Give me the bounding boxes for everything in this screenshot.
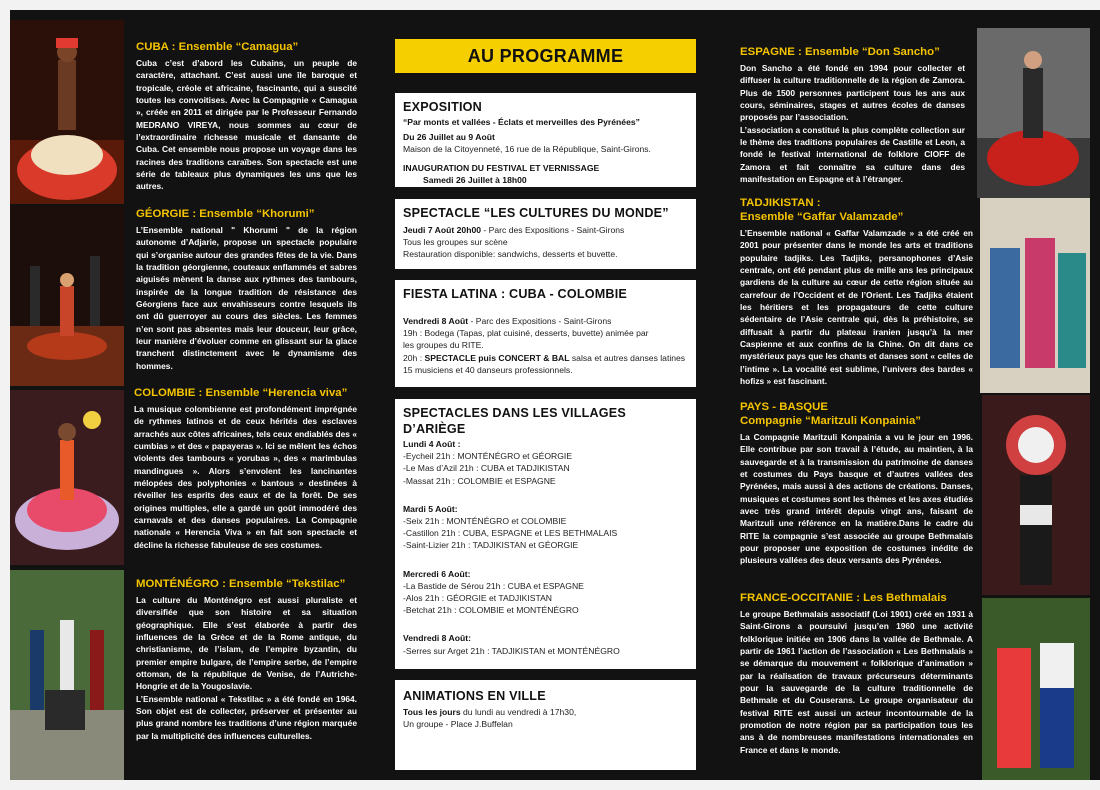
- animations-line2: Un groupe - Place J.Buffelan: [403, 719, 513, 730]
- colombie-title: COLOMBIE : Ensemble “Herencia viva”: [134, 387, 348, 399]
- georgie-text: L’Ensemble national " Khorumi " de la région autonome d’Adjarie, propose un spectacle populaire qui s’organise autour des grandes fêtes de la vie. Dans la tradition géorgienne, couteaux enflammés et sabres aiguisés mènent la danse aux rythmes des tambours, inspirée de la longue tradition de résistance des Géorgiens face aux envahisseurs contre lesquels ils ont dû guerroyer au cours des siècles. Les femmes n’en sont pas absentes mais leur douceur, leur grâce, leur manière d’évoluer comme en glissant sur la glace tranchent distinctement avec le dynamisme des hommes.: [136, 225, 357, 371]
- photo-spain-dancer: [977, 28, 1090, 198]
- animations-line1: [403, 706, 688, 718]
- villages-title: SPECTACLES DANS LES VILLAGES D’ARIÈGE: [403, 406, 626, 436]
- fiesta-title: FIESTA LATINA : CUBA - COLOMBIE: [403, 287, 628, 301]
- basque-title-2: Compagnie “Maritzuli Konpainia”: [740, 415, 921, 427]
- fiesta-line3: les groupes du RITE.: [403, 340, 484, 351]
- page-top-edge: [0, 0, 1100, 10]
- villages-entry: -Serres sur Arget 21h : TADJIKISTAN et MONTÉNÉGRO: [403, 645, 620, 656]
- box-villages: [395, 399, 696, 669]
- villages-day: Vendredi 8 Août:: [403, 633, 471, 644]
- cultures-date-line: [403, 224, 688, 236]
- villages-entry: -La Bastide de Sérou 21h : CUBA et ESPAGNE: [403, 580, 584, 591]
- animations-time: du lundi au vendredi à 17h30,: [460, 707, 577, 717]
- program-banner: AU PROGRAMME: [395, 39, 696, 73]
- photo-basque-costume: [982, 395, 1090, 595]
- fiesta-line4-show: SPECTACLE puis CONCERT & BAL: [424, 352, 570, 363]
- exposition-inauguration-date: Samedi 26 Juillet à 18h00: [423, 174, 527, 185]
- animations-bold: Tous les jours: [403, 707, 461, 717]
- espagne-text-2: L’association a constitué la plus complète collection sur le thème des traditions populaires de Castille et Leon, a fondé le festival international de folklore CIOFF de Zamora et fait connaître sa culture dans des manifestation en Espagne et à l’étranger.: [740, 124, 965, 185]
- animations-title: ANIMATIONS EN VILLE: [403, 689, 546, 703]
- section-montenegro: [136, 577, 357, 742]
- cultures-line2: Tous les groupes sur scène: [403, 237, 508, 248]
- photo-tajik-dancers: [980, 198, 1090, 393]
- section-espagne: [740, 45, 965, 185]
- section-occitanie: [740, 591, 973, 756]
- fiesta-line4-rest: salsa et autres danses latines: [569, 352, 686, 363]
- tadjikistan-title: [740, 196, 973, 224]
- fiesta-date-line: [403, 315, 688, 327]
- exposition-place: Maison de la Citoyenneté, 16 rue de la République, Saint-Girons.: [403, 144, 651, 155]
- exposition-title: EXPOSITION: [403, 100, 482, 114]
- occitanie-title: FRANCE-OCCITANIE : Les Bethmalais: [740, 592, 947, 604]
- section-pays-basque: [740, 400, 973, 567]
- fiesta-place: - Parc des Expositions - Saint-Girons: [468, 316, 612, 326]
- villages-schedule: [403, 438, 688, 657]
- box-cultures-du-monde: [395, 199, 696, 269]
- espagne-title: ESPAGNE : Ensemble “Don Sancho”: [740, 46, 940, 58]
- villages-entry: -Betchat 21h : COLOMBIE et MONTÉNÉGRO: [403, 605, 579, 616]
- tadjikistan-title-2: Ensemble “Gaffar Valamzade”: [740, 211, 904, 223]
- basque-title-1: PAYS - BASQUE: [740, 401, 828, 413]
- cultures-line3: Restauration disponible: sandwichs, desserts et buvette.: [403, 249, 618, 260]
- cultures-place: - Parc des Expositions - Saint-Girons: [481, 225, 625, 235]
- basque-title: [740, 400, 973, 428]
- fiesta-line5: 15 musiciens et 40 danseurs professionnels.: [403, 364, 573, 375]
- tadjikistan-text: L’Ensemble national « Gaffar Valamzade » a été créé en 2001 pour présenter dans le monde les arts et traditions populaire tadjiks. Les Tadjiks, persanophones d’Asie centrale, ont été pendant plus de mille ans les principaux gardiens de la culture au cœur de cette région située au carrefour de l’Occident et de l’Orient. Les Tadjiks étaient les héritiers et les propagateurs de cette culture sédentaire de l’Asie centrale qui, dès la préhistoire, se diffusait à partir du plateau iranien jusqu’à la mer Caspienne et aux confins de la Chine. On dit dans ce mystérieux pays que les chants et danses sont « celles de l’intime ». La vocalité est sublime, l’univers des bardes « hofizs » est fascinant.: [740, 228, 973, 387]
- colombie-text: La musique colombienne est profondément imprégnée de rythmes latinos et de ceux hérités des esclaves arrachés aux côtes africaines, tels ceux endiablés des « cumbias » et des « papayeras ». Ici se mêlent les échos violents des tambours « yorubas », des « marimbulas mandingues ». Alors s’envolent les lancinantes mélopées des polyphonies « bantous » destinées à réveiller les esprits des eaux et de la forêt. De ses origines multiples, elle a gardé un goût immodéré des carnavals et des danses populaires. La Compagnie nationale « Herencia Viva » en fait son spectacle et décline la richesse fabuleuse de ses costumes.: [134, 404, 357, 550]
- espagne-text-1: Don Sancho a été fondé en 1994 pour collecter et diffuser la culture traditionnelle de la région de Zamora. Plus de 1500 personnes participent tous les ans aux cours, séminaires, stages et autres écoles de danses proposés par l’association.: [740, 63, 965, 123]
- photo-georgia-dancers: [10, 206, 124, 386]
- georgie-title: GÉORGIE : Ensemble “Khorumi”: [136, 208, 315, 220]
- fiesta-date: Vendredi 8 Août: [403, 316, 469, 326]
- section-colombie: [134, 386, 357, 551]
- box-fiesta-latina: [395, 280, 696, 387]
- villages-day: Mardi 5 Août:: [403, 503, 458, 514]
- cuba-text: Cuba c’est d’abord les Cubains, un peuple de caractère, attachant. C’est aussi une île baroque et tropicale, créole et africaine, fascinante, qui a suscité toutes les convoitises. Avec la Compagnie « Camagua », créée en 2011 et dirigée par le Professeur Fernando MEDRANO VIREYA, nous sommes au cœur de l’extraordinaire richesse musicale et dansante de Cuba. Cet ensemble nous propose un voyage dans les racines des traditions caraïbes. Son spectacle est une série de tableaux plus dynamiques les uns que les autres.: [136, 58, 357, 192]
- montenegro-text-2: L’Ensemble national « Tekstilac » a été fondé en 1964. Son objet est de collecter, préserver et présenter au plus grand nombre les traditions d’une région marquée par la multiplicité des influences culturelles.: [136, 693, 357, 741]
- page-bottom-edge: [0, 780, 1100, 790]
- basque-text: La Compagnie Maritzuli Konpainia a vu le jour en 1996. Elle contribue par son travail à l’étude, au maintien, à la sauvegarde et à la transmission du patrimoine de danses et costumes du Pays basque et d’autres vallées des Pyrénées, mais aussi à des actions de créations. Danses, musiques et costumes sont les thèmes et les axes étudiés avec très grand intérêt depuis vingt ans, faisant de Maritzuli une référence en la matière.Dans le cadre du RITE la compagnie s’est associée au groupe Bethmalais pour proposer une exposition de costumes inédite de plusieurs vallées des deux versants des Pyrénées.: [740, 432, 973, 566]
- photo-colombia-dancer: [10, 390, 124, 565]
- section-cuba: [136, 40, 357, 193]
- exposition-subtitle: “Par monts et vallées - Éclats et merveilles des Pyrénées”: [403, 117, 640, 127]
- cuba-title: CUBA : Ensemble “Camagua”: [136, 41, 299, 53]
- page-left-edge: [0, 0, 10, 790]
- fiesta-line2: 19h : Bodega (Tapas, plat cuisiné, desserts, buvette) animée par: [403, 328, 649, 339]
- photo-bethmalais-couple: [982, 598, 1090, 780]
- villages-entry: -Seix 21h : MONTÉNÉGRO et COLOMBIE: [403, 516, 567, 527]
- tadjikistan-title-1: TADJIKISTAN :: [740, 197, 821, 209]
- photo-montenegro-dancers: [10, 570, 124, 780]
- box-animations: [395, 680, 696, 770]
- section-georgie: [136, 207, 357, 372]
- occitanie-text: Le groupe Bethmalais associatif (Loi 1901) créé en 1931 à Saint-Girons a poursuivi jusqu’en 1960 une activité folklorique initiée en 1906 dans la vallée de Bethmale. A partir de 1961 l’action de l’association « Les Bethmalais » se démarque du mouvement « folklorique d’animation » par la réalisation de travaux précurseurs déterminants pour la sauvegarde de la culture traditionnelle de Bethmale et du Couserans. Le groupe organisateur du festival RITE est aussi un acteur incontournable de la promotion de notre région par sa participation tous les ans à de nombreuses manifestations internationales en France et dans le monde.: [740, 609, 973, 755]
- cultures-title: SPECTACLE “LES CULTURES DU MONDE”: [403, 206, 669, 220]
- villages-entry: -Castillon 21h : CUBA, ESPAGNE et LES BETHMALAIS: [403, 528, 618, 539]
- photo-cuba-dancer: [10, 20, 124, 204]
- villages-entry: -Saint-Lizier 21h : TADJIKISTAN et GÉORGIE: [403, 540, 579, 551]
- montenegro-title: MONTÉNÉGRO : Ensemble “Tekstilac”: [136, 578, 346, 590]
- cultures-date: Jeudi 7 Août 20h00: [403, 225, 482, 235]
- fiesta-line4-time: 20h :: [403, 352, 425, 363]
- villages-day: Mercredi 6 Août:: [403, 568, 471, 579]
- villages-entry: -Alos 21h : GÉORGIE et TADJIKISTAN: [403, 593, 553, 604]
- villages-entry: -Eycheil 21h : MONTÉNÉGRO et GÉORGIE: [403, 451, 573, 462]
- villages-day: Lundi 4 Août :: [403, 439, 461, 449]
- fiesta-line4: [403, 352, 688, 364]
- section-tadjikistan: [740, 196, 973, 387]
- montenegro-text-1: La culture du Monténégro est aussi pluraliste et diversifiée que son histoire et sa situation géographique. Elle s’est élaborée à partir des influences de la Grèce et de la Rome antique, du christianisme, de l’islam, de l’empire byzantin, du premier empire bulgare, de l’empire serbe, de l’empire ottoman, de la république de Venise, de l’Autriche-Hongrie et de la Yougoslavie.: [136, 595, 357, 692]
- exposition-dates: Du 26 Juillet au 9 Août: [403, 132, 495, 143]
- exposition-inauguration: INAUGURATION DU FESTIVAL ET VERNISSAGE: [403, 162, 600, 173]
- villages-entry: -Le Mas d’Azil 21h : CUBA et TADJIKISTAN: [403, 463, 570, 474]
- villages-entry: -Massat 21h : COLOMBIE et ESPAGNE: [403, 475, 556, 486]
- program-column: [385, 30, 715, 780]
- box-exposition: [395, 93, 696, 187]
